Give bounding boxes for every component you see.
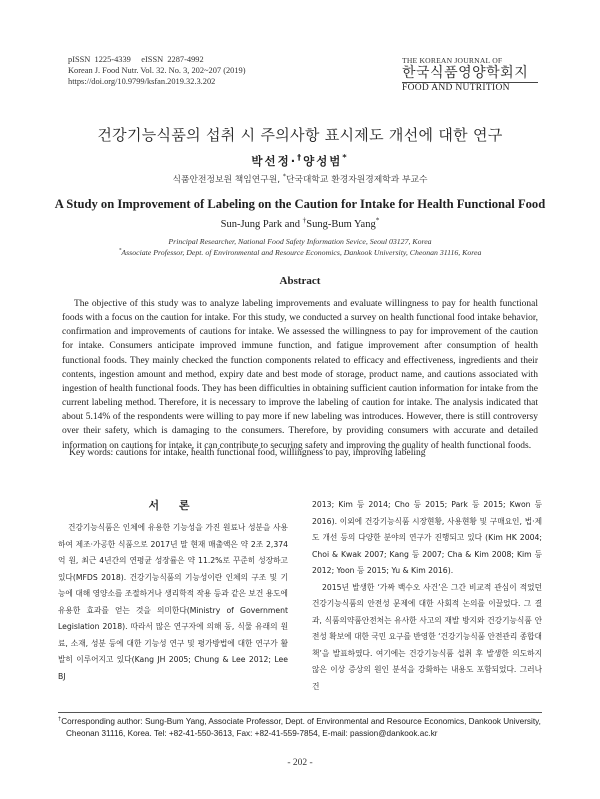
footnote-divider	[58, 712, 542, 713]
citation-line: Korean J. Food Nutr. Vol. 32. No. 3, 202~207 (2019)	[68, 66, 246, 75]
affiliation-2: 단국대학교 환경자원경제학과 부교수	[285, 175, 428, 185]
author-2: 양성범	[303, 154, 343, 168]
keywords	[62, 447, 538, 460]
journal-name-line3: FOOD AND NUTRITION	[402, 83, 510, 93]
affiliation-mark: *	[375, 215, 380, 225]
english-title: A Study on Improvement of Labeling on the Caution for Intake for Health Functional Food	[54, 197, 546, 211]
left-column	[58, 520, 288, 685]
affiliation-2-line	[0, 247, 600, 258]
paragraph: 건강기능식품은 인체에 유용한 기능성을 가진 원료나 성분을 사용하여 제조·가공한 식품으로 2017년 말 현재 매출액은 약 2조 2,374억 원, 최근 4년간의 연평균 성장률은 약 11.2%로 꾸준히 성장하고 있다(MFDS 2018). 건강기능식품의 기능성이란 인체의 구조 및 기능에 대해 영양소를 조절하거나 생리학적 작용 등과 같은 보건 용도에 유용한 효과를 얻는 것을 의미한다(Ministry of Government Legislation 2018). 따라서 많은 연구자에 의해 동, 식물 유래의 원료, 소재, 성분 등에 대한 기능성 연구 및 평가방법에 대한 연구가 활발히 이루어지고 있다(Kang JH 2005; Chung & Lee 2012; Lee BJ	[58, 523, 288, 681]
page-number: - 202 -	[287, 758, 313, 768]
abstract-body	[62, 297, 538, 453]
affiliation-2: Associate Professor, Dept. of Environmental and Resource Economics, Dankook University, Cheonan 31116, Korea	[121, 248, 482, 257]
korean-authors	[0, 153, 600, 169]
affiliation-1: 식품안전정보원 책임연구원,	[172, 175, 283, 185]
journal-name-line1: THE KOREAN JOURNAL OF	[402, 56, 503, 65]
author-1: 박선정	[251, 154, 291, 168]
author-separator: ·	[290, 154, 298, 168]
english-affiliations	[0, 236, 600, 258]
korean-title: 건강기능식품의 섭취 시 주의사항 표시제도 개선에 대한 연구	[97, 126, 503, 144]
corresponding-mark: †	[302, 215, 307, 225]
affiliation-mark: *	[118, 247, 122, 254]
author-1: Sun-Jung Park and	[220, 219, 303, 230]
footnote-line-2: Cheonan 31116, Korea. Tel: +82-41-550-3613, Fax: +82-41-559-7854, E-mail: passion@dankook.ac.kr	[66, 729, 438, 738]
corresponding-mark: †	[297, 153, 304, 163]
korean-affiliations	[0, 172, 600, 185]
corresponding-mark: †	[58, 716, 62, 723]
author-2: Sung-Bum Yang	[306, 219, 376, 230]
right-column	[312, 497, 542, 696]
footnote	[58, 716, 542, 740]
abstract-text: The objective of this study was to analyze labeling improvements and evaluate willingness to pay for health functional foods with a focus on the caution for intake. For this study, we conducted a survey on health functional food intake behavior, confirmation and improvements of cautions for intake. We assessed the willingness to pay for improvement of the caution for intake. Consumers anticipate improved immune function, and fatigue improvement after consumption of health functional foods. They mainly checked the function components related to efficacy and effectiveness, ingredients and their contents, ingestion amount and method, expiry date and best mode of storage, product name, and cautions associated with ingestion of health functional foods. They has been difficulties in obtaining sufficient caution information for intake from the current labeling method. Therefore, it is necessary to improve the labeling of caution for intake. The analysis indicated that about 5.14% of the respondents were willing to pay more if new labeling was introduces. However, there is still controversy over their safety, which is damaging to the consumers. Therefore, by providing consumers with accurate and detailed information on cautions for intake, it can contribute to securing safety and improving the quality of health functional foods.	[62, 299, 538, 451]
affiliation-1: Principal Researcher, National Food Safety Information Sevice, Seoul 03127, Korea	[168, 237, 432, 246]
affiliation-mark: *	[282, 173, 286, 181]
english-authors	[0, 215, 600, 230]
corresponding-author-text: Corresponding author: Sung-Bum Yang, Associate Professor, Dept. of Environmental and Resource Economics, Dankook University,	[61, 717, 541, 726]
paragraph: 2015년 발생한 ‘가짜 백수오 사건’은 그간 비교적 관심이 적었던 건강기능식품의 안전성 문제에 대한 사회적 논의를 이끌었다. 그 결과, 식품의약품안전처는 유사한 사고의 재발 방지와 건강기능식품 안전성 확보에 대한 국민 요구를 반영한 ‘건강기능식품 안전관리 종합대책’을 발표하였다. 여기에는 건강기능식품 섭취 후 발생한 의도하지 않은 이상 증상의 원인 분석을 강화하는 내용도 포함되었다. 그러나 건	[312, 582, 542, 692]
issn-line: pISSN 1225-4339 eISSN 2287-4992	[68, 55, 204, 64]
abstract-heading: Abstract	[279, 275, 321, 287]
journal-logo	[402, 56, 538, 94]
journal-meta	[68, 54, 246, 87]
doi-link[interactable]: https://doi.org/10.9799/ksfan.2019.32.3.202	[68, 77, 216, 86]
keywords-list: cautions for intake, health functional food, willingness to pay, improving labeling	[115, 448, 426, 458]
affiliation-mark: *	[342, 153, 349, 163]
section-heading-introduction: 서 론	[148, 499, 198, 512]
journal-name-korean: 한국식품영양학회지	[402, 65, 538, 83]
paragraph: 2013; Kim 등 2014; Cho 등 2015; Park 등 2015; Kwon 등 2016). 이외에 건강기능식품 시장현황, 사용현황 및 구매요인, 법·제도 개선 등의 다양한 분야의 연구가 진행되고 있다 (Kim HK 2004; Choi & Kwak 2007; Kang 등 2007; Cha & Kim 2008; Kim 등 2012; Yoon 등 2015; Yu & Kim 2016).	[312, 500, 542, 576]
footnote-line-1	[58, 716, 542, 728]
keywords-label: Key words:	[69, 448, 114, 458]
